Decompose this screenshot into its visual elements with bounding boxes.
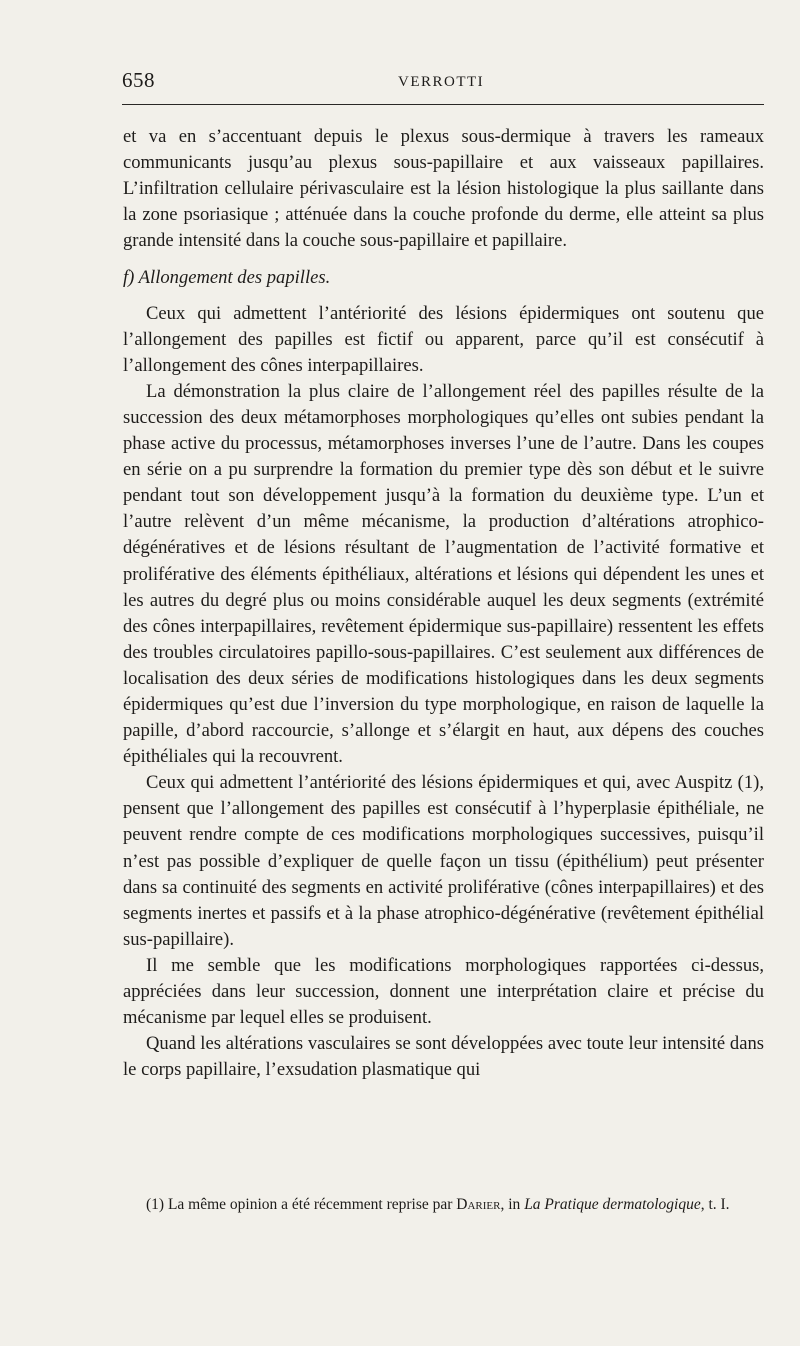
footnote-work-title: La Pratique dermatologique <box>524 1196 701 1213</box>
paragraph-2: Ceux qui admettent l’antériorité des lésions épidermiques ont soutenu que l’allongement des papilles est fictif ou apparent, parce qu’il est consécutif à l’allongement des cônes interpapillaires. <box>123 302 764 376</box>
section-title: f) Allongement des papilles. <box>123 267 331 289</box>
paragraph-6: Quand les altérations vasculaires se sont développées avec toute leur intensité dans le corps papillaire, l’exsudation plasmatique qui <box>123 1033 764 1081</box>
footnote-author: Darier <box>456 1196 501 1213</box>
footnote-marker: (1) <box>146 1196 165 1213</box>
paragraph-4: Ceux qui admettent l’antériorité des lésions épidermiques et qui, avec Auspitz (1), pensent que l’allongement des papilles est consécutif à l’hyperplasie épithéliale, ne peuvent rendre compte de ces modifications morphologiques successives, puisqu’il n’est pas possible d’expliquer de quelle façon un tissu (épithélium) peut présenter dans sa continuité des segments en activité proliférative (cônes interpapillaires) et des segments inertes et passifs et à la phase atrophico-dégénérative (revêtement épithélial sus-papillaire). <box>123 772 764 950</box>
paragraph-1: et va en s’accentuant depuis le plexus sous-dermique à travers les rameaux communicants jusqu’au plexus sous-papillaire et aux vaisseaux papillaires. L’infiltration cellulaire périvasculaire est la lésion histologique la plus saillante dans la zone psoriasique ; atténuée dans la couche profonde du derme, elle atteint sa plus grande intensité dans la couche sous-papillaire et papillaire. <box>123 126 764 252</box>
footnote-text-after: , t. I. <box>700 1196 730 1213</box>
footnote <box>123 1194 764 1216</box>
footnote-text-middle: , in <box>500 1196 525 1213</box>
paragraph-3: La démonstration la plus claire de l’allongement réel des papilles résulte de la succession des deux métamorphoses morphologiques qu’elles ont subies pendant la phase active du processus, métamorphoses inverses l’une de l’autre. Dans les coupes en série on a pu surprendre la formation du premier type dès son début et le suivre pendant tout son développement jusqu’à la formation du deuxième type. L’un et l’autre relèvent d’un même mécanisme, la production d’altérations atrophico-dégénératives et de lésions résultant de l’augmentation de l’activité formative et proliférative des éléments épithéliaux, altérations et lésions qui dépendent les unes et les autres du degré plus ou moins considérable auquel les deux segments (extrémité des cônes interpapillaires, revêtement épidermique sus-papillaire) ressentent les effets des troubles circulatoires papillo-sous-papillaires. C’est seulement aux différences de localisation des deux séries de modifications histologiques dans les deux segments épidermiques qu’est due l’inversion du type morphologique, en raison de laquelle la papille, d’abord raccourcie, s’allonge et s’élargit en haut, aux dépens des couches épithéliales qui la recouvrent. <box>123 380 764 768</box>
body-text <box>123 124 764 1083</box>
running-head: VERROTTI <box>398 74 485 90</box>
paragraph-5: Il me semble que les modifications morphologiques rapportées ci-dessus, appréciées dans leur succession, donnent une interprétation claire et précise du mécanisme par lequel elles se produisent. <box>123 954 764 1029</box>
header-rule <box>122 104 764 105</box>
page-header <box>122 68 764 96</box>
footnote-text-before: La même opinion a été récemment reprise par <box>164 1196 457 1213</box>
page-number: 658 <box>122 68 155 92</box>
